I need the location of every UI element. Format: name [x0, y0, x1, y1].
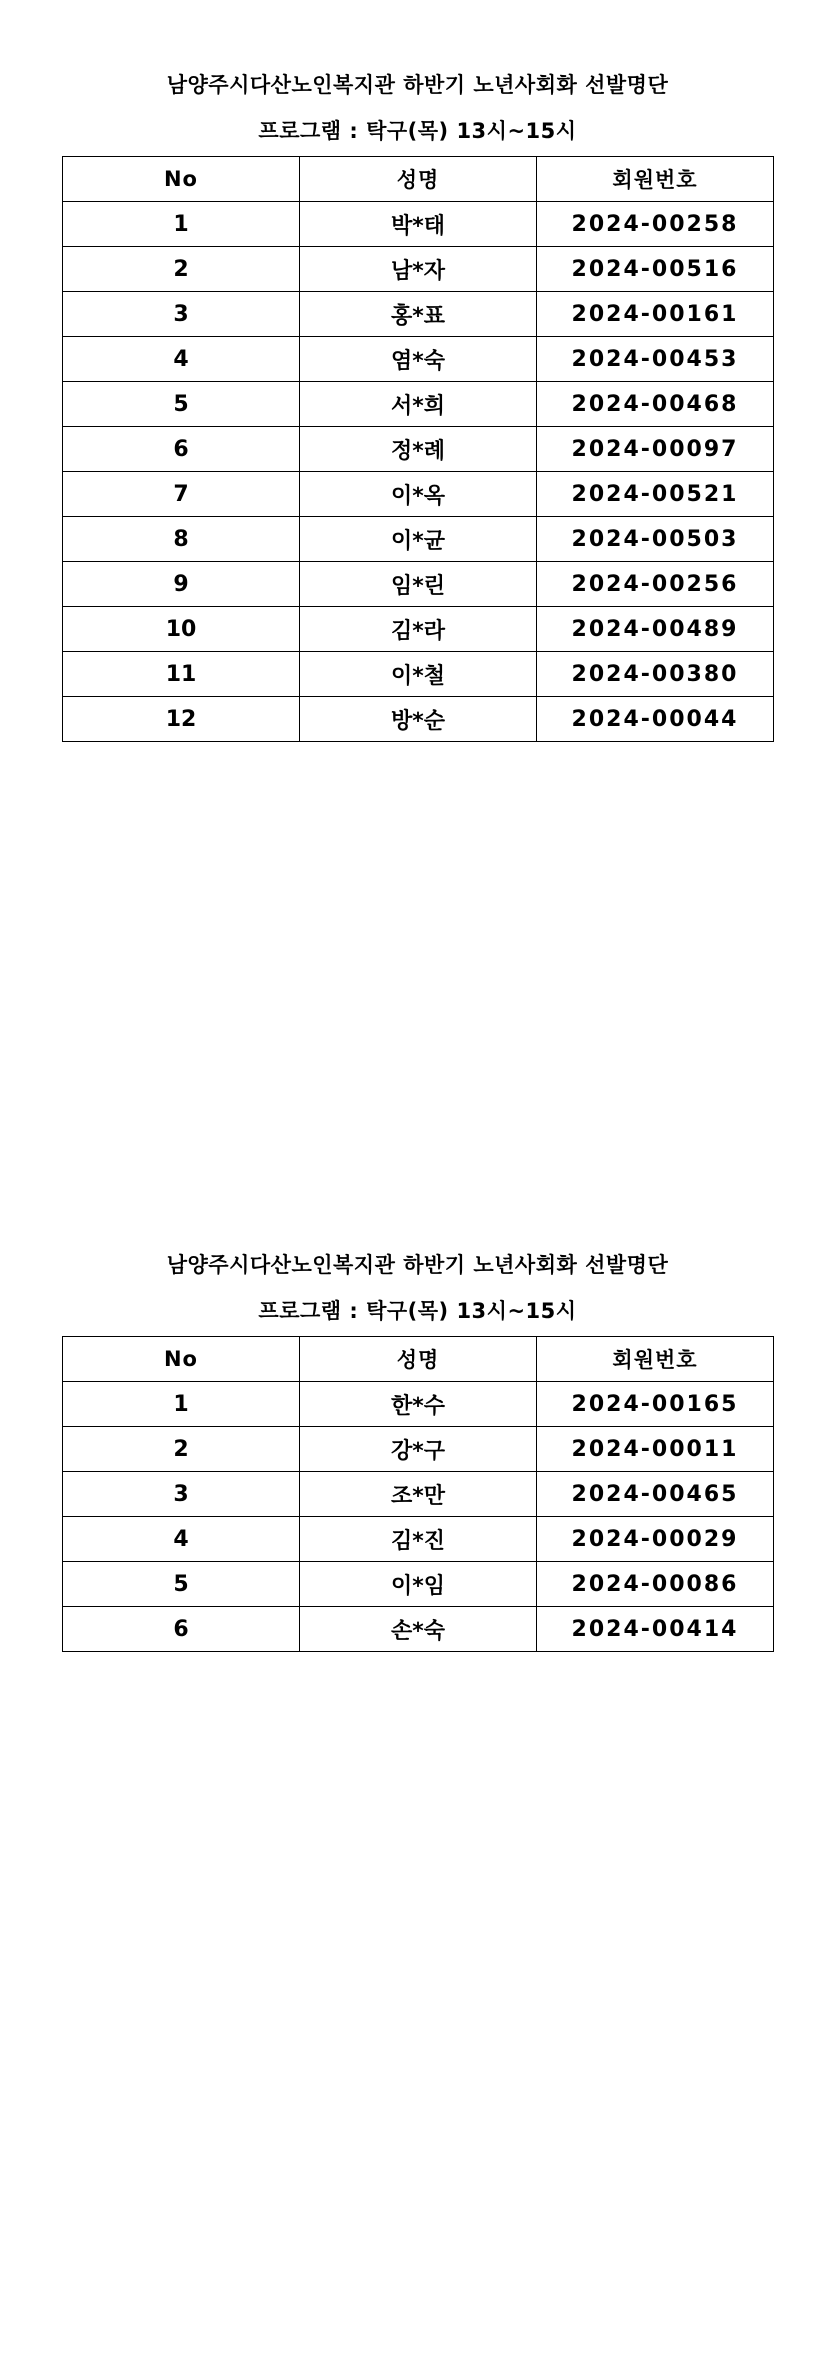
member-number: 2024-00468 — [537, 382, 774, 427]
table-row — [63, 607, 774, 652]
member-name: 방*순 — [300, 697, 537, 742]
table-row — [63, 202, 774, 247]
row-number: 5 — [63, 382, 300, 427]
row-number: 1 — [63, 1382, 300, 1427]
member-number: 2024-00380 — [537, 652, 774, 697]
member-number: 2024-00029 — [537, 1517, 774, 1562]
member-number: 2024-00044 — [537, 697, 774, 742]
member-name: 강*구 — [300, 1427, 537, 1472]
program-subtitle: 프로그램 : 탁구(목) 13시~15시 — [258, 1299, 577, 1323]
table-row — [63, 427, 774, 472]
member-name: 조*만 — [300, 1472, 537, 1517]
page-title: 남양주시다산노인복지관 하반기 노년사회화 선발명단 — [166, 1253, 669, 1277]
column-header-name: 성명 — [300, 1337, 537, 1382]
member-name: 이*임 — [300, 1562, 537, 1607]
member-number: 2024-00489 — [537, 607, 774, 652]
table-row — [63, 1607, 774, 1652]
row-number: 8 — [63, 517, 300, 562]
row-number: 4 — [63, 337, 300, 382]
column-header-no: No — [63, 1337, 300, 1382]
roster-table-body — [63, 202, 774, 742]
member-name: 한*수 — [300, 1382, 537, 1427]
member-name: 임*린 — [300, 562, 537, 607]
member-name: 이*철 — [300, 652, 537, 697]
table-row — [63, 247, 774, 292]
member-name: 염*숙 — [300, 337, 537, 382]
roster-table — [62, 1336, 774, 1652]
row-number: 6 — [63, 1607, 300, 1652]
table-row — [63, 337, 774, 382]
row-number: 12 — [63, 697, 300, 742]
row-number: 10 — [63, 607, 300, 652]
roster-section-1 — [0, 70, 835, 734]
row-number: 3 — [63, 292, 300, 337]
table-row — [63, 1382, 774, 1427]
member-name: 서*희 — [300, 382, 537, 427]
member-number: 2024-00011 — [537, 1427, 774, 1472]
member-number: 2024-00256 — [537, 562, 774, 607]
column-header-member-no: 회원번호 — [537, 157, 774, 202]
row-number: 7 — [63, 472, 300, 517]
member-name: 정*례 — [300, 427, 537, 472]
table-row — [63, 1517, 774, 1562]
member-number: 2024-00097 — [537, 427, 774, 472]
row-number: 4 — [63, 1517, 300, 1562]
table-row — [63, 1562, 774, 1607]
row-number: 9 — [63, 562, 300, 607]
member-name: 김*진 — [300, 1517, 537, 1562]
table-header-row — [63, 157, 774, 202]
row-number: 5 — [63, 1562, 300, 1607]
member-number: 2024-00086 — [537, 1562, 774, 1607]
member-number: 2024-00503 — [537, 517, 774, 562]
row-number: 2 — [63, 247, 300, 292]
member-name: 이*균 — [300, 517, 537, 562]
table-row — [63, 1427, 774, 1472]
member-number: 2024-00516 — [537, 247, 774, 292]
program-subtitle: 프로그램 : 탁구(목) 13시~15시 — [258, 119, 577, 143]
row-number: 1 — [63, 202, 300, 247]
roster-table — [62, 156, 774, 742]
table-header-row — [63, 1337, 774, 1382]
row-number: 3 — [63, 1472, 300, 1517]
member-name: 이*옥 — [300, 472, 537, 517]
table-row — [63, 1472, 774, 1517]
table-row — [63, 382, 774, 427]
member-number: 2024-00161 — [537, 292, 774, 337]
column-header-no: No — [63, 157, 300, 202]
table-row — [63, 697, 774, 742]
roster-section-2 — [0, 1250, 835, 1644]
table-row — [63, 652, 774, 697]
column-header-member-no: 회원번호 — [537, 1337, 774, 1382]
row-number: 2 — [63, 1427, 300, 1472]
member-number: 2024-00453 — [537, 337, 774, 382]
roster-table-body — [63, 1382, 774, 1652]
member-number: 2024-00258 — [537, 202, 774, 247]
table-row — [63, 472, 774, 517]
member-name: 홍*표 — [300, 292, 537, 337]
table-row — [63, 562, 774, 607]
member-name: 박*태 — [300, 202, 537, 247]
table-row — [63, 517, 774, 562]
page-title: 남양주시다산노인복지관 하반기 노년사회화 선발명단 — [166, 73, 669, 97]
row-number: 11 — [63, 652, 300, 697]
member-name: 김*라 — [300, 607, 537, 652]
member-number: 2024-00165 — [537, 1382, 774, 1427]
column-header-name: 성명 — [300, 157, 537, 202]
member-number: 2024-00414 — [537, 1607, 774, 1652]
member-name: 손*숙 — [300, 1607, 537, 1652]
member-number: 2024-00521 — [537, 472, 774, 517]
table-row — [63, 292, 774, 337]
row-number: 6 — [63, 427, 300, 472]
member-name: 남*자 — [300, 247, 537, 292]
member-number: 2024-00465 — [537, 1472, 774, 1517]
